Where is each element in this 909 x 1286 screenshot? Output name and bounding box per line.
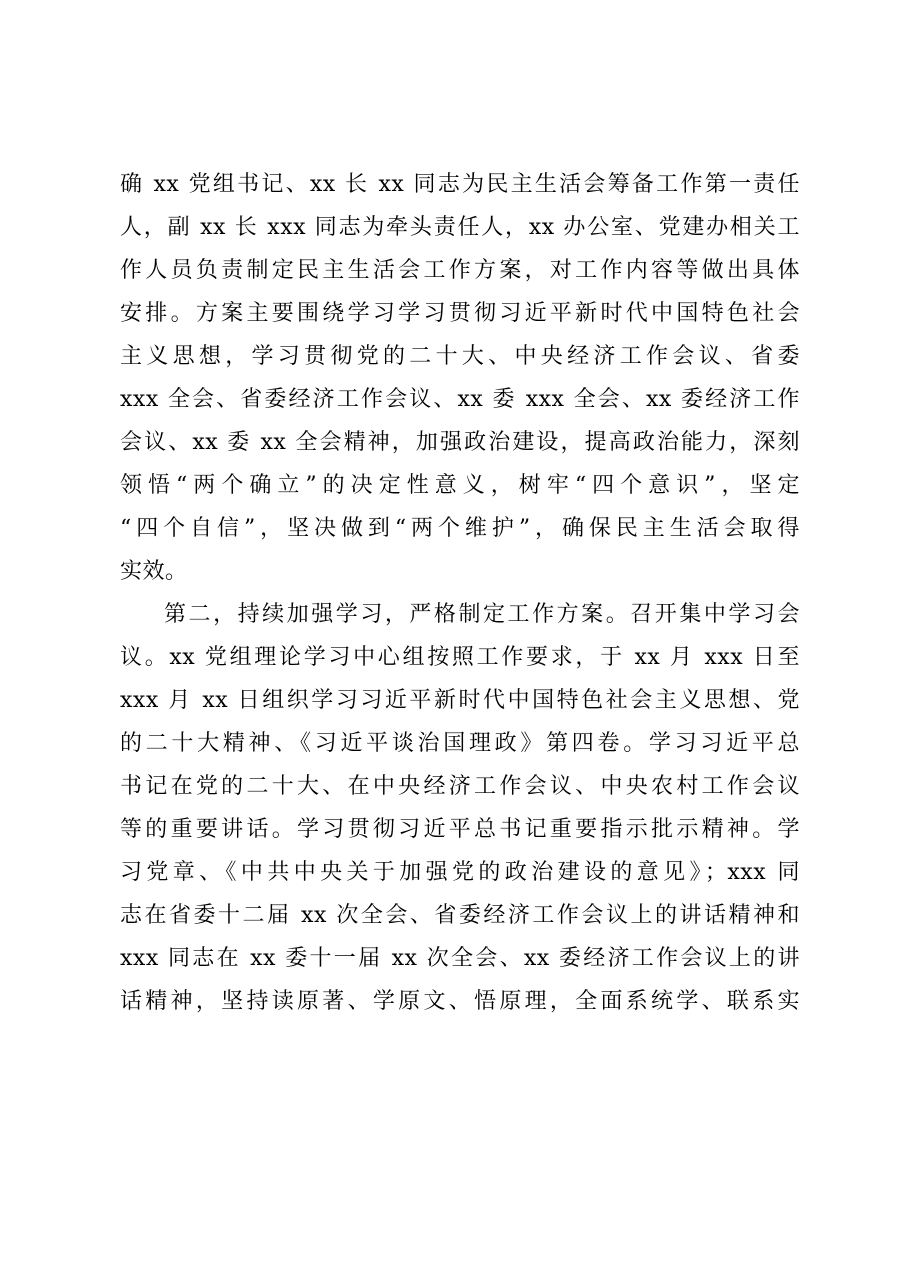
document-body — [120, 163, 800, 1023]
text-line: 确 xx 党组书记、xx 长 xx 同志为民主生活会筹备工作第一责任 — [120, 172, 800, 197]
text-line: “四个自信”，坚决做到“两个维护”，确保民主生活会取得 — [120, 516, 800, 541]
text-line: 习党章、《中共中央关于加强党的政治建设的意见》；xxx 同 — [120, 860, 800, 885]
text-line: 作人员负责制定民主生活会工作方案，对工作内容等做出具体 — [120, 258, 800, 283]
text-line: 的二十大精神、《习近平谈治国理政》第四卷。学习习近平总 — [120, 731, 800, 756]
text-line: 领悟“两个确立”的决定性意义，树牢“四个意识”，坚定 — [120, 473, 800, 498]
text-line: 安排。方案主要围绕学习学习贯彻习近平新时代中国特色社会 — [120, 301, 800, 326]
text-line: 实效。 — [120, 559, 188, 584]
paragraph-2 — [120, 593, 800, 1023]
text-line: xxx 月 xx 日组织学习习近平新时代中国特色社会主义思想、党 — [120, 688, 800, 713]
text-line: 志在省委十二届 xx 次全会、省委经济工作会议上的讲话精神和 — [120, 903, 800, 928]
text-line: 书记在党的二十大、在中央经济工作会议、中央农村工作会议 — [120, 774, 800, 799]
text-line: xxx 全会、省委经济工作会议、xx 委 xxx 全会、xx 委经济工作 — [120, 387, 800, 412]
text-line: 话精神，坚持读原著、学原文、悟原理，全面系统学、联系实 — [120, 989, 800, 1014]
text-line: 主义思想，学习贯彻党的二十大、中央经济工作会议、省委 — [120, 344, 800, 369]
text-line: 第二，持续加强学习，严格制定工作方案。召开集中学习会 — [164, 602, 800, 627]
paragraph-1 — [120, 163, 800, 593]
text-line: 议。xx 党组理论学习中心组按照工作要求，于 xx 月 xxx 日至 — [120, 645, 800, 670]
text-line: 会议、xx 委 xx 全会精神，加强政治建设，提高政治能力，深刻 — [120, 430, 800, 455]
text-line: 人，副 xx 长 xxx 同志为牵头责任人，xx 办公室、党建办相关工 — [120, 215, 800, 240]
text-line: 等的重要讲话。学习贯彻习近平总书记重要指示批示精神。学 — [120, 817, 800, 842]
text-line: xxx 同志在 xx 委十一届 xx 次全会、xx 委经济工作会议上的讲 — [120, 946, 800, 971]
